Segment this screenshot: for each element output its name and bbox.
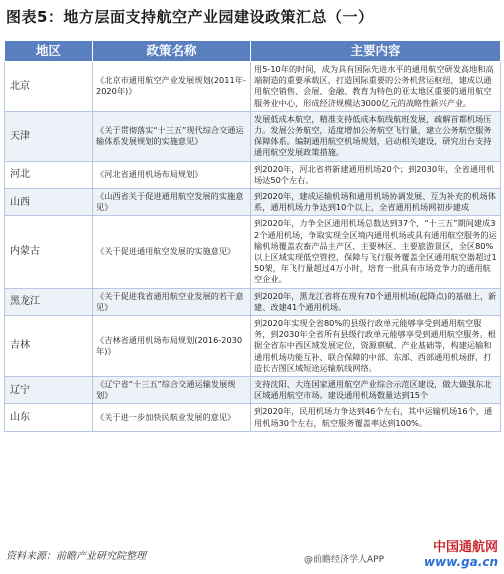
region-cell: 山东 <box>5 404 93 431</box>
region-cell: 吉林 <box>5 316 93 377</box>
region-cell: 河北 <box>5 161 93 188</box>
table-row <box>5 377 501 404</box>
main-content-cell: 到2020年，民用机场力争达到46个左右，其中运输机场16个，通用机场30个左右，航空服务覆盖率达到100%。 <box>251 404 501 431</box>
region-cell: 内蒙古 <box>5 216 93 288</box>
policy-name-cell: 《关于进一步加快民航业发展的意见》 <box>93 404 251 431</box>
table-row <box>5 189 501 216</box>
main-content-cell: 到2020年，河北省将新建通用机场20个；到2030年，全省通用机场达50个左右。 <box>251 161 501 188</box>
table-row <box>5 288 501 315</box>
page-title: 图表5：地方层面支持航空产业园建设政策汇总（一） <box>6 8 374 26</box>
policy-name-cell: 《吉林省通用机场布局规划(2016-2030年)》 <box>93 316 251 377</box>
policy-table <box>4 40 501 432</box>
region-cell: 辽宁 <box>5 377 93 404</box>
main-content-cell: 到2020年，建成运输机场和通用机场协调发展、互为补充的机场体系，通用机场力争达到10个以上，全省通用机场网初步建成 <box>251 189 501 216</box>
column-header-region: 地区 <box>5 41 93 62</box>
region-cell: 北京 <box>5 62 93 112</box>
column-header-policy: 政策名称 <box>93 41 251 62</box>
main-content-cell: 到2020年实现全省80%的县级行政单元能够享受到通用航空服务，到2030年全省所有县级行政单元能够享受到通用航空服务。根据全省东中西区域发展定位，资源禀赋、产业基础等，构建运输和通用机场功能互补、联合保障的中部、东部、西部通用机场群，打造长吉图区域短途运输航线网络。 <box>251 316 501 377</box>
region-cell: 黑龙江 <box>5 288 93 315</box>
table-row <box>5 111 501 161</box>
region-cell: 天津 <box>5 111 93 161</box>
source-note: 资料来源：前瞻产业研究院整理 <box>6 551 146 562</box>
policy-name-cell: 《辽宁省“十三五”综合交通运输发展规划》 <box>93 377 251 404</box>
main-content-cell: 发展低成本航空，精准支持低成本航线航班发展，疏解首都机场压力。发展公务航空，适度增加公务航空飞行量，建立公务航空服务保障体系。编制通用航空机场规划，启动相关建设，研究出台支持通用航空发展政策措施。 <box>251 111 501 161</box>
main-content-cell: 到2020年，力争全区通用机场总数达到37个，“十三五”期间建成32个通用机场，争取实现全区境内通用机场或具有通用航空服务的运输机场覆盖农畜产品主产区、主要林区、主要旅游景区，全区80%以上区域实现低空管控，保障与飞行服务覆盖全区通用航空器超过150架，年飞行量超过4万小时，培育一批具有市场竞争力的通用航空企业。 <box>251 216 501 288</box>
column-header-content: 主要内容 <box>251 41 501 62</box>
table-row <box>5 404 501 431</box>
policy-name-cell: 《关于促进通用航空发展的实施意见》 <box>93 216 251 288</box>
policy-name-cell: 《山西省关于促进通用航空发展的实施意见》 <box>93 189 251 216</box>
policy-name-cell: 《关于促进我省通用航空业发展的若干意见》 <box>93 288 251 315</box>
main-content-cell: 到2020年，黑龙江省将在现有70个通用机场(起降点)的基础上，新建、改建41个通用机场。 <box>251 288 501 315</box>
main-content-cell: 支持沈阳、大连国家通用航空产业综合示范区建设，做大做强东北区域通用航空市场。建设通用机场数量达到15个 <box>251 377 501 404</box>
policy-name-cell: 《河北省通用机场布局规划》 <box>93 161 251 188</box>
site-logo <box>424 536 498 569</box>
table-row <box>5 161 501 188</box>
policy-name-cell: 《北京市通用航空产业发展规划(2011年-2020年)》 <box>93 62 251 112</box>
policy-name-cell: 《关于贯彻落实“十三五”现代综合交通运输体系发展规划的实施意见》 <box>93 111 251 161</box>
table-header-row <box>5 41 501 62</box>
main-content-cell: 用5-10年的时间，成为具有国际先进水平的通用航空研发高地和高端制造的重要承载区，打造国际重要的公务机营运枢纽，建成以通用航空销售、会展、金融、教育为特色的亚太地区重要的通用航空服务业中心，形成经济规模达3000亿元的战略性新兴产业。 <box>251 62 501 112</box>
table-row <box>5 316 501 377</box>
app-watermark-text: @前瞻经济学人APP <box>303 555 384 565</box>
logo-url: www.ga.cn <box>424 555 498 569</box>
table-row <box>5 62 501 112</box>
table-row <box>5 216 501 288</box>
logo-title: 中国通航网 <box>432 540 498 555</box>
region-cell: 山西 <box>5 189 93 216</box>
